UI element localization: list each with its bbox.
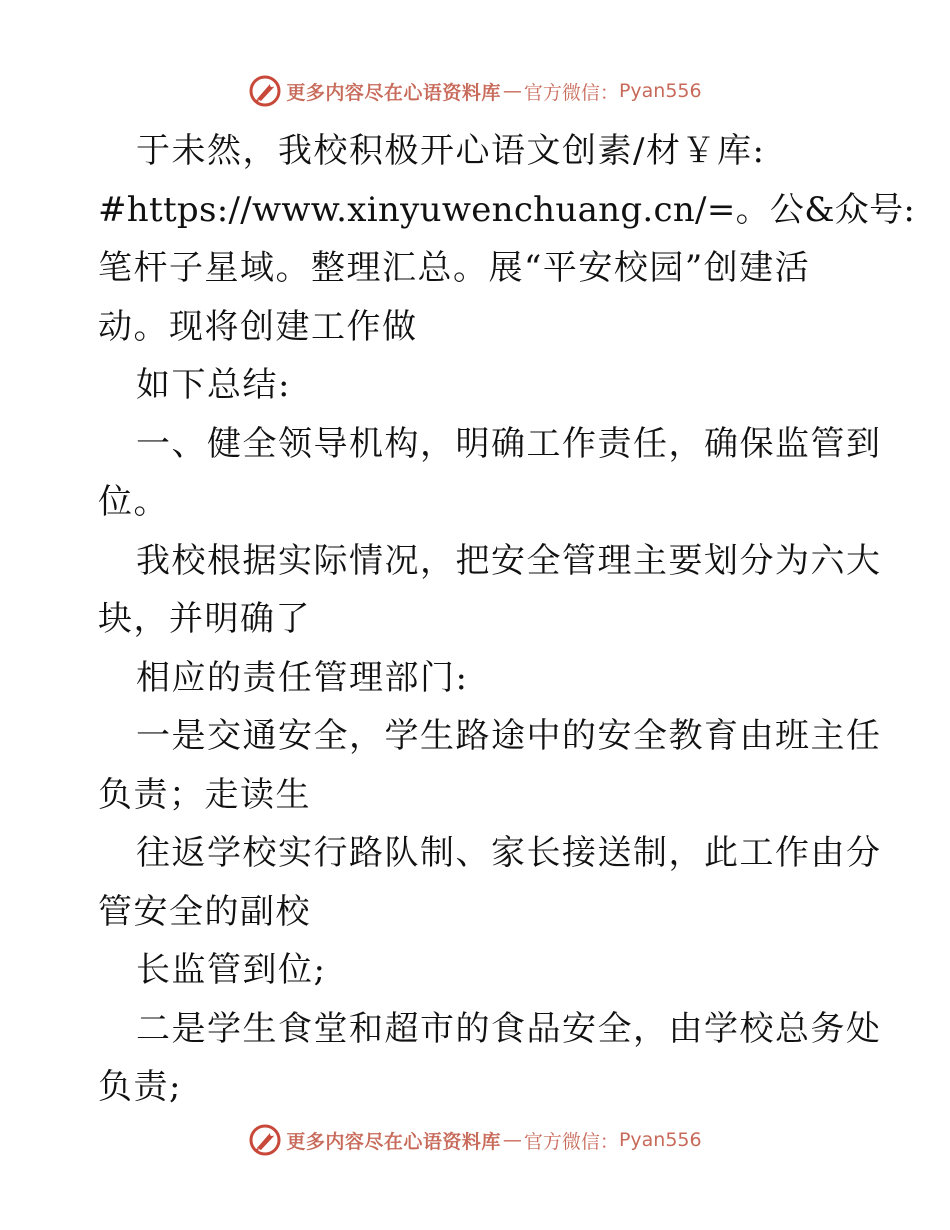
section-heading: 一、健全领导机构，明确工作责任，确保监管到 — [136, 423, 882, 464]
paragraph-line: #https://www.xinyuwenchuang.cn/=。公&众号: — [98, 189, 916, 230]
watermark-main-text: 更多内容尽在心语资料库 — [286, 81, 501, 104]
paragraph-line: 负责; — [98, 1067, 182, 1107]
paragraph-line: 动。现将创建工作做 — [98, 306, 418, 347]
paragraph-line: 往返学校实行路队制、家长接送制，此工作由分 — [136, 833, 882, 873]
paragraph-line: 于未然，我校积极开心语文创素/材￥库: — [136, 131, 766, 171]
watermark-sub-text: 官方微信： — [523, 1130, 619, 1153]
paragraph-line: 笔杆子星域。整理汇总。展“平安校园”创建活 — [98, 248, 811, 288]
paragraph-line: 块，并明确了 — [98, 599, 311, 639]
pen-logo-icon — [248, 1123, 282, 1157]
paragraph-line: 负责；走读生 — [98, 774, 311, 815]
pen-logo-icon — [248, 74, 282, 108]
paragraph-line: 相应的责任管理部门: — [136, 657, 469, 698]
footer-watermark — [0, 1120, 950, 1160]
paragraph-line: 位。 — [98, 482, 169, 522]
watermark-wechat-id: Pyan556 — [618, 80, 702, 102]
header-watermark — [0, 71, 950, 111]
document-body — [98, 122, 916, 1117]
paragraph-line: 二是学生食堂和超市的食品安全，由学校总务处 — [136, 1008, 882, 1049]
paragraph-line: 长监管到位; — [136, 950, 327, 990]
paragraph-line: 如下总结: — [136, 365, 291, 405]
watermark-dash: — — [502, 80, 522, 102]
watermark-dash: — — [502, 1129, 522, 1151]
paragraph-line: 一是交通安全，学生路途中的安全教育由班主任 — [136, 716, 882, 756]
watermark-main-text: 更多内容尽在心语资料库 — [286, 1130, 501, 1153]
paragraph-line: 我校根据实际情况，把安全管理主要划分为六大 — [136, 540, 882, 581]
watermark-wechat-id: Pyan556 — [618, 1129, 702, 1151]
watermark-sub-text: 官方微信： — [523, 81, 619, 104]
paragraph-line: 管安全的副校 — [98, 891, 311, 932]
